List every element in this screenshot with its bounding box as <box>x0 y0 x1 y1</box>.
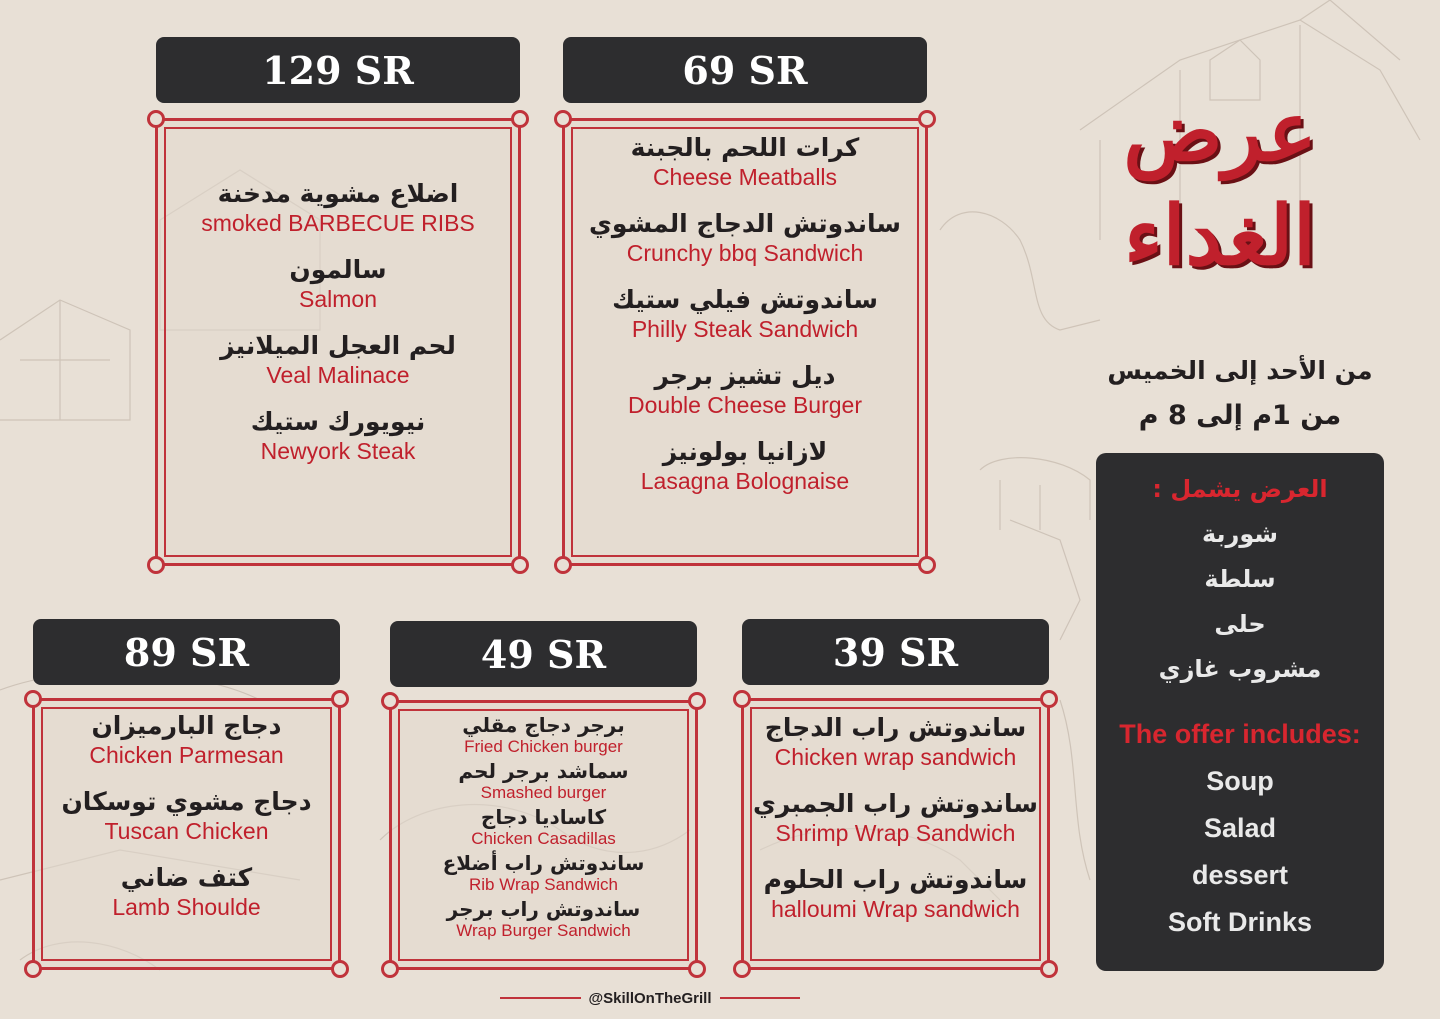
menu-item <box>753 789 1038 847</box>
item-english: Fried Chicken burger <box>464 737 623 756</box>
menu-item <box>462 713 625 757</box>
item-arabic: كرات اللحم بالجبنة <box>630 133 860 162</box>
item-arabic: ساندوتش فيلي ستيك <box>612 285 878 314</box>
item-arabic: دجاج مشوي توسكان <box>61 787 312 816</box>
menu-item <box>589 209 901 267</box>
item-arabic: دجاج البارميزان <box>91 711 282 740</box>
item-arabic: لحم العجل الميلانيز <box>220 331 456 360</box>
offer-item-arabic: سلطة <box>1204 565 1276 593</box>
menu-box-129 <box>155 118 521 566</box>
item-english: Philly Steak Sandwich <box>631 316 859 342</box>
menu-item <box>251 407 426 465</box>
item-arabic: ساندوتش راب أضلاع <box>442 851 645 875</box>
price-label: 39 SR <box>832 629 959 675</box>
title-line-1: عرض <box>1123 84 1317 180</box>
menu-box-39 <box>741 698 1050 970</box>
offer-item-arabic: مشروب غازي <box>1158 655 1322 683</box>
price-bar-39 <box>742 619 1049 685</box>
item-english: Chicken Casadillas <box>471 829 616 848</box>
item-arabic: سماشد برجر لحم <box>458 759 629 783</box>
item-english: Cheese Meatballs <box>652 164 838 190</box>
menu-item <box>764 865 1028 923</box>
price-bar-69 <box>563 37 927 103</box>
price-label: 89 SR <box>123 629 250 675</box>
item-english: halloumi Wrap sandwich <box>771 896 1020 922</box>
menu-item <box>458 759 628 803</box>
menu-item <box>612 285 878 343</box>
item-english: Chicken wrap sandwich <box>774 744 1017 770</box>
item-arabic: سالمون <box>289 255 387 284</box>
menu-item <box>447 897 641 941</box>
price-bar-89 <box>33 619 340 685</box>
item-english: Wrap Burger Sandwich <box>456 921 631 940</box>
item-english: Crunchy bbq Sandwich <box>626 240 864 266</box>
item-english: Chicken Parmesan <box>89 742 284 768</box>
menu-box-69 <box>562 118 928 566</box>
item-arabic: كتف ضاني <box>120 863 253 892</box>
item-english: Lasagna Bolognaise <box>640 468 850 494</box>
offer-item-english: Soup <box>1206 766 1274 796</box>
offer-item-arabic: شوربة <box>1201 520 1279 548</box>
schedule-days: من الأحد إلى الخميس <box>1107 356 1373 385</box>
price-bar-129 <box>156 37 520 103</box>
item-english: Smashed burger <box>480 783 607 802</box>
offer-item-english: dessert <box>1191 860 1289 890</box>
menu-item <box>471 805 616 849</box>
offer-box <box>1096 453 1384 971</box>
offer-title-arabic: العرض يشمل : <box>1152 475 1328 503</box>
item-english: Shrimp Wrap Sandwich <box>775 820 1016 846</box>
item-arabic: نيويورك ستيك <box>250 407 426 436</box>
item-english: smoked BARBECUE RIBS <box>201 210 475 236</box>
social-handle: @SkillOnTheGrill <box>588 989 712 1007</box>
footer-handle <box>500 986 800 1010</box>
item-english: Rib Wrap Sandwich <box>469 875 618 894</box>
menu-box-49 <box>389 700 698 970</box>
menu-item <box>201 179 475 237</box>
item-arabic: ساندوتش الدجاج المشوي <box>588 209 902 238</box>
item-arabic: ديل تشيز برجر <box>654 361 836 390</box>
menu-item <box>628 361 862 419</box>
offer-item-english: Soft Drinks <box>1167 907 1313 937</box>
item-english: Veal Malinace <box>266 362 410 388</box>
offer-title-english: The offer includes: <box>1119 719 1361 749</box>
item-english: Double Cheese Burger <box>628 392 862 418</box>
item-english: Tuscan Chicken <box>104 818 269 844</box>
item-arabic: ساندوتش راب الدجاج <box>764 713 1027 742</box>
divider <box>720 997 801 999</box>
offer-item-english: Salad <box>1203 813 1277 843</box>
price-label: 69 SR <box>682 47 808 93</box>
item-english: Newyork Steak <box>260 438 416 464</box>
title-line-2: الغداء <box>1124 188 1316 284</box>
item-arabic: ساندوتش راب برجر <box>446 897 641 921</box>
menu-box-89 <box>32 698 341 970</box>
menu-item <box>641 437 849 495</box>
price-bar-49 <box>390 621 697 687</box>
item-arabic: لازانيا بولونيز <box>662 437 828 466</box>
divider <box>500 997 581 999</box>
item-arabic: كاساديا دجاج <box>480 805 607 829</box>
menu-item <box>112 863 260 921</box>
schedule-hours: من 1م إلى 8 م <box>1138 400 1342 431</box>
menu-item <box>89 711 283 769</box>
item-arabic: اضلاع مشوية مدخنة <box>217 179 459 208</box>
price-label: 49 SR <box>480 631 607 677</box>
menu-item <box>631 133 860 191</box>
menu-item <box>443 851 645 895</box>
menu-item <box>61 787 311 845</box>
item-arabic: ساندوتش راب الجمبري <box>753 789 1038 818</box>
price-label: 129 SR <box>262 47 414 93</box>
menu-item <box>289 255 386 313</box>
item-arabic: برجر دجاج مقلي <box>462 713 625 737</box>
menu-item <box>765 713 1026 771</box>
item-english: Lamb Shoulde <box>112 894 261 920</box>
menu-item <box>220 331 456 389</box>
item-english: Salmon <box>299 286 377 312</box>
item-arabic: ساندوتش راب الحلوم <box>763 865 1028 894</box>
offer-item-arabic: حلى <box>1214 610 1266 638</box>
